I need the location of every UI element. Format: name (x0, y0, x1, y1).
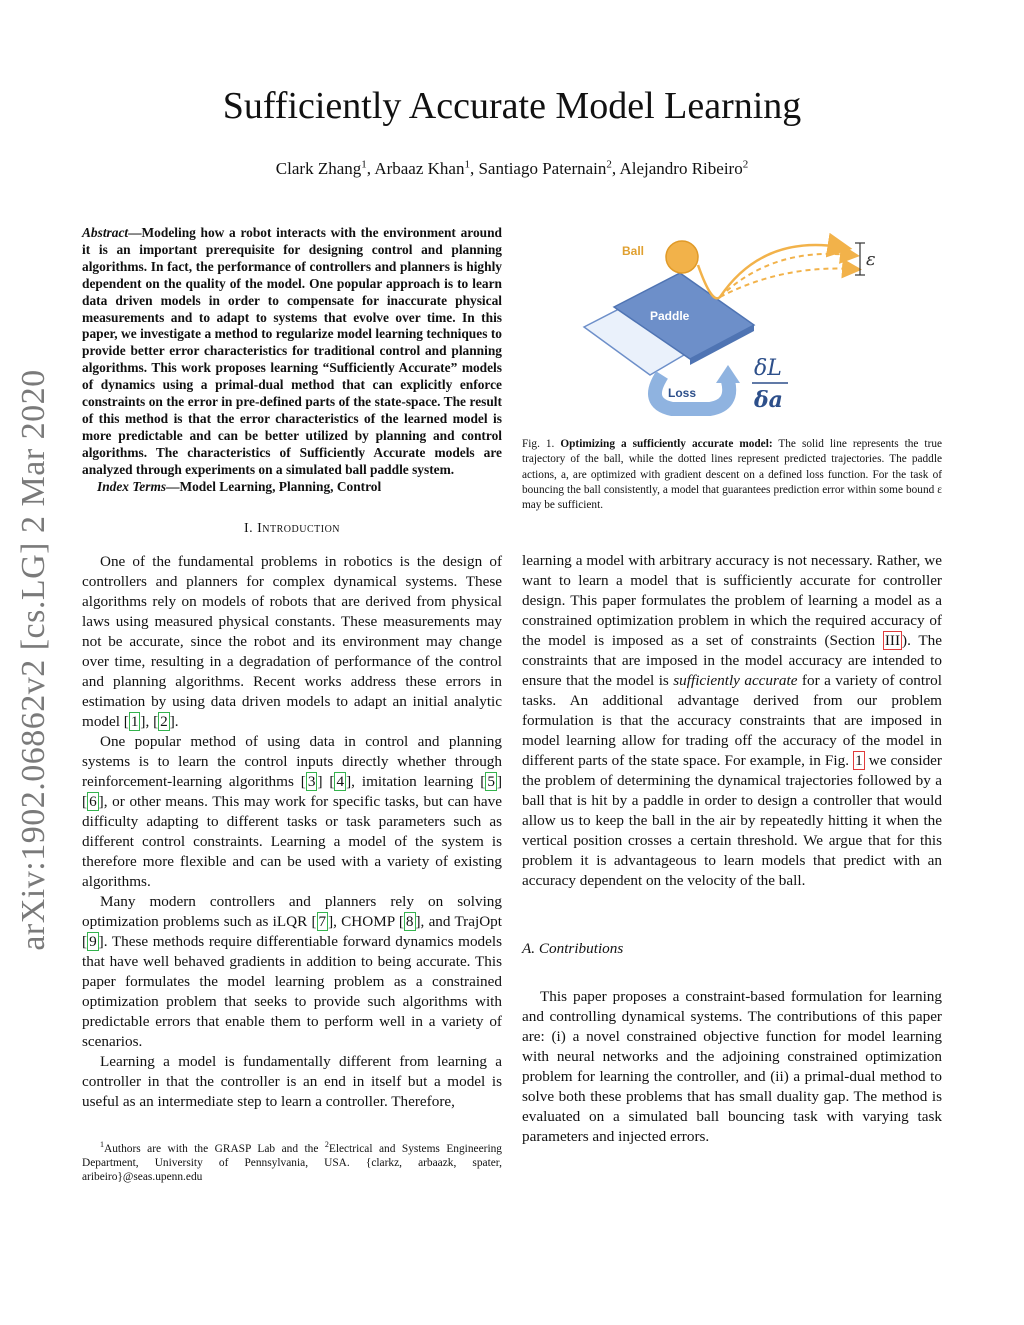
citation-link[interactable]: 4 (336, 772, 345, 790)
right-column (522, 225, 942, 1147)
subsection-heading-contributions: A. Contributions (522, 940, 624, 958)
author-footnote: $^1$Authors are with the GRASP Lab and the $^2$Electrical and Systems Engineering Department, University of Pennsylvania, USA. {clarkz, arbaazk, spater, aribeiro}@seas.upenn.edu (82, 1139, 502, 1184)
author: Arbaaz Khan$^1$, (374, 158, 479, 178)
arxiv-identifier: arXiv:1902.06862v2 [cs.LG] 2 Mar 2020 (15, 369, 52, 951)
left-column (82, 225, 502, 1185)
citation-link[interactable]: 1 (130, 712, 139, 730)
intro-paragraph: Learning a model is fundamentally different from learning a controller in that the controller is an end in itself but a model is useful as an intermediate step to learn a controller. Therefore, (82, 1052, 502, 1110)
ball-label: Ball (622, 244, 645, 258)
intro-paragraph: Many modern controllers and planners rely on solving optimization problems such as iLQR [ 7 ], CHOMP [ 8 ], and TrajOpt [ 9 ]. These methods require differentiable forward dynamics models that have well behaved gradients in addition to being accurate. This paper formulates the model learning problem as a constrained optimization problem that seeks to provide such algorithms with predictable errors that enable them to perform well in a variety of scenarios. (82, 892, 502, 1050)
author: Santiago Paternain$^2$, (478, 158, 620, 178)
figure-1-diagram (522, 225, 942, 425)
author-list (0, 153, 1024, 180)
paper-title: Sufficiently Accurate Model Learning (222, 85, 802, 127)
loss-arrow-head (716, 365, 740, 383)
epsilon-label: ε (866, 249, 876, 270)
index-terms: Index Terms—Model Learning, Planning, Control (97, 478, 382, 494)
loss-label: Loss (668, 386, 697, 400)
citation-link[interactable]: 5 (487, 772, 495, 790)
figure-link[interactable]: 1 (855, 752, 863, 770)
intro-paragraph: One popular method of using data in control and planning systems is to learn the control inputs directly whether through reinforcement-learning algorithms [ 3 ] [ 4 ], imitation learning [ 5 ] [ 6 ], or other means. This may work for specific tasks, but can have difficulty adapting to different tasks or task parameters such as different control constraints. Learning a model of the system is therefore more flexible and can be used with a variety of existing algorithms. (82, 732, 502, 890)
intro-paragraph: One of the fundamental problems in robotics is the design of controllers and planners for complex dynamical systems. These algorithms rely on models of robots that are derived from physical laws using measured physical constants. These measurements may not be accurate, since the robot and its environment may change over time, resulting in a degradation of performance of the control and planning algorithms. Recent works address these errors in estimation by using data driven models to adapt an initial analytic model [ 1 ], [ 2 ]. (82, 552, 502, 730)
citation-link[interactable]: 7 (318, 912, 327, 930)
section-heading-introduction: I. Introduction (243, 520, 341, 536)
gradient-numerator: δL (754, 356, 782, 381)
figure-1 (522, 225, 942, 425)
abstract: Abstract—Modeling how a robot interacts with the environment around it is an important prerequisite for designing control and planning algorithms. In fact, the performance of controllers and planners is highly dependent on the quality of the model. One popular approach is to learn data driven models in order to compensate for inaccurate physical measurements and to adapt to systems that evolve over time. In this paper, we investigate a method to regularize model learning techniques to provide better error characteristics for traditional control and planning algorithms. This work proposes learning “Sufficiently Accurate” models of dynamics using a primal-dual method that can explicitly enforce constraints on the error in pre-defined parts of the state-space. The result of this method is that the error characteristics of the learned model is more predictable and can be better utilized by planning and control algorithms. The characteristics of Sufficiently Accurate models are analyzed through experiments on a simulated ball paddle system. (82, 225, 502, 477)
citation-link[interactable]: 3 (307, 772, 316, 790)
abstract-lead: Abstract (82, 225, 129, 240)
right-paragraph: learning a model with arbitrary accuracy is not necessary. Rather, we want to learn a model that is sufficiently accurate for controller design. This paper formulates the problem of learning a model as a constrained optimization problem in which the required accuracy of the model is imposed as a set of constraints (Section III ). The constraints that are imposed in the model accuracy are intended to ensure that the model is sufficiently accurate for a variety of control tasks. An additional advantage derived from our problem formulation is that the accuracy constraints that are imposed in model learning allow for trading off the accuracy of the model in different parts of the state space. For example, in Fig. 1 we consider the problem of determining the dynamical trajectories followed by a ball that is hit by a paddle in order to design a controller that would allow us to keep the ball in the air by repeatedly hitting it when the vertical position crosses a certain threshold. We argue that for this problem it is advantageous to learn models that predict with an accuracy dependent on the velocity of the ball. (522, 552, 942, 890)
contributions-paragraph: This paper proposes a constraint-based formulation for learning and controlling dynamical systems. The contributions of this paper are: (i) a novel constrained objective function for model learning with neural networks and the adjoining constrained optimization problem for learning the controller, and (ii) a primal-dual method to solve both these problems that has small duality gap. The method is evaluated on a simulated ball bouncing task with varying task parameters and injected errors. (522, 988, 942, 1146)
citation-link[interactable]: 2 (160, 712, 168, 730)
gradient-denominator: δa (754, 387, 783, 413)
ball-shape (666, 241, 698, 273)
author: Clark Zhang$^1$, (275, 158, 375, 178)
citation-link[interactable]: 6 (89, 792, 97, 810)
figure-caption: Fig. 1. Optimizing a sufficiently accurate model: The solid line represents the true trajectory of the ball, while the dotted lines represent predicted trajectories. The paddle actions, a, are optimized with gradient descent on a defined loss function. For the task of bouncing the ball consistently, a model that guarantees prediction error within some bound ε may be sufficient. (522, 438, 942, 512)
citation-link[interactable]: 8 (405, 912, 414, 930)
true-trajectory (698, 245, 840, 298)
citation-link[interactable]: 9 (89, 932, 97, 950)
section-link[interactable]: III (884, 632, 901, 650)
author: Alejandro Ribeiro$^2$ (619, 158, 749, 178)
paddle-label: Paddle (650, 309, 690, 323)
